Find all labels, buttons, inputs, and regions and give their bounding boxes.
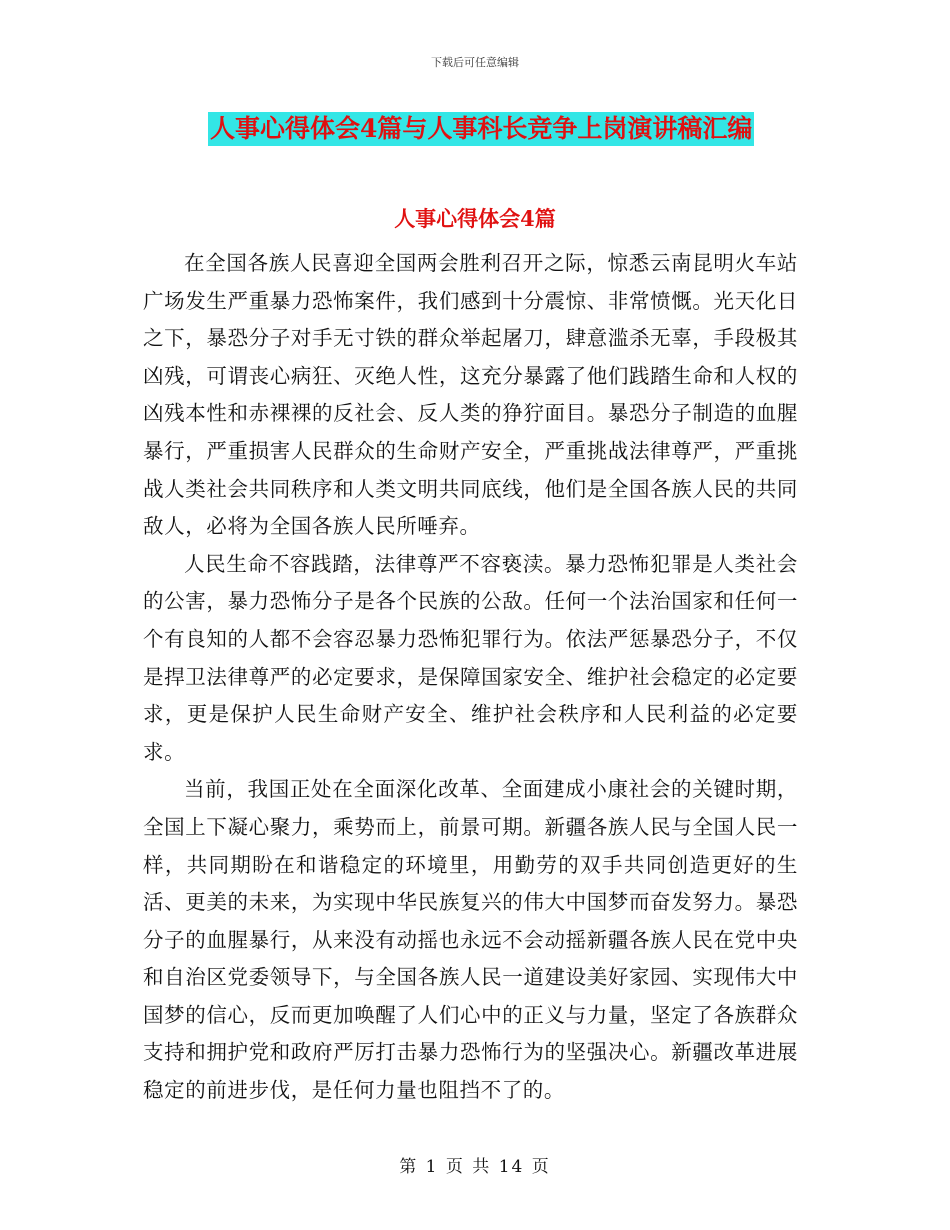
body-text — [143, 245, 798, 1110]
paragraph: 当前，我国正处在全面深化改革、全面建成小康社会的关键时期，全国上下凝心聚力，乘势而上，前景可期。新疆各族人民与全国人民一样，共同期盼在和谐稳定的环境里，用勤劳的双手共同创造更好的生活、更美的未来，为实现中华民族复兴的伟大中国梦而奋发努力。暴恐分子的血腥暴行，从来没有动摇也永远不会动摇新疆各族人民在党中央和自治区党委领导下，与全国各族人民一道建设美好家园、实现伟大中国梦的信心，反而更加唤醒了人们心中的正义与力量，坚定了各族群众支持和拥护党和政府严厉打击暴力恐怖行为的坚强决心。新疆改革进展稳定的前进步伐，是任何力量也阻挡不了的。 — [143, 777, 798, 1103]
paragraph: 人民生命不容践踏，法律尊严不容亵渎。暴力恐怖犯罪是人类社会的公害，暴力恐怖分子是各个民族的公敌。任何一个法治国家和任何一个有良知的人都不会容忍暴力恐怖犯罪行为。依法严惩暴恐分子，不仅是捍卫法律尊严的必定要求，是保障国家安全、维护社会稳定的必定要求，更是保护人民生命财产安全、维护社会秩序和人民利益的必定要求。 — [143, 551, 798, 764]
page-number: 第 1 页 共 14 页 — [399, 1157, 551, 1177]
document-title: 人事心得体会4篇与人事科长竞争上岗演讲稿汇编 — [208, 112, 754, 146]
section-title: 人事心得体会4篇 — [394, 206, 556, 231]
paragraph: 在全国各族人民喜迎全国两会胜利召开之际，惊悉云南昆明火车站广场发生严重暴力恐怖案件，我们感到十分震惊、非常愤慨。光天化日之下，暴恐分子对手无寸铁的群众举起屠刀，肆意滥杀无辜，手段极其凶残，可谓丧心病狂、灭绝人性，这充分暴露了他们践踏生命和人权的凶残本性和赤裸裸的反社会、反人类的狰狞面目。暴恐分子制造的血腥暴行，严重损害人民群众的生命财产安全，严重挑战法律尊严，严重挑战人类社会共同秩序和人类文明共同底线，他们是全国各族人民的共同敌人，必将为全国各族人民所唾弃。 — [143, 251, 798, 539]
header-note: 下载后可任意编辑 — [431, 56, 519, 69]
